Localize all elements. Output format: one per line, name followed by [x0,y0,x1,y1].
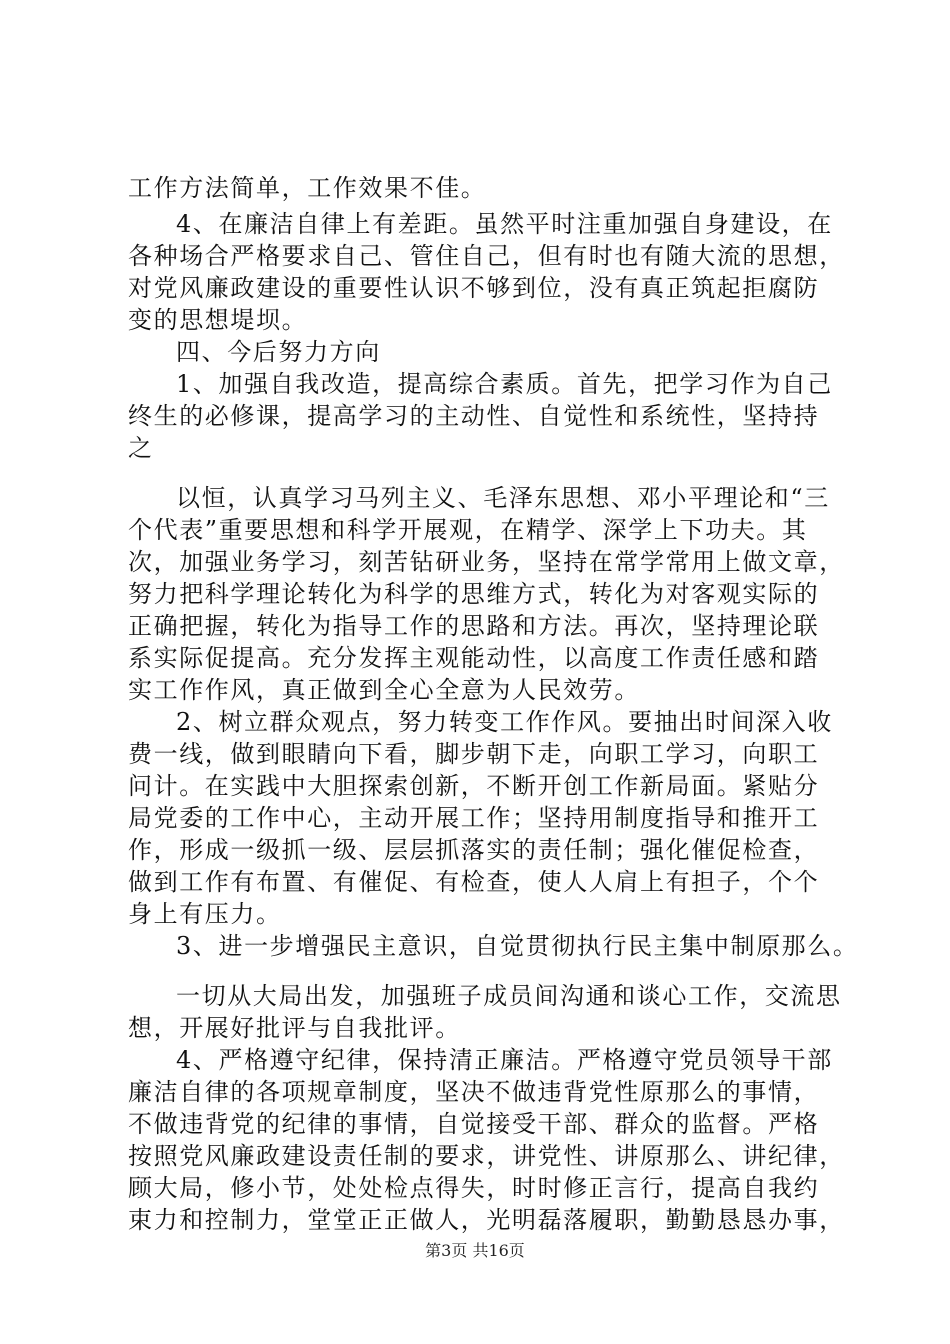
text-line: 束力和控制力，堂堂正正做人，光明磊落履职，勤勤恳恳办事， [128,1206,845,1234]
text-line: 个代表”重要思想和科学开展观，在精学、深学上下功夫。其 [128,516,808,544]
text-line: 费一线，做到眼睛向下看，脚步朝下走，向职工学习，向职工 [128,740,820,768]
text-line: 想，开展好批评与自我批评。 [128,1014,461,1042]
text-line: 工作方法简单，工作效果不佳。 [128,174,487,202]
text-line: 顾大局，修小节，处处检点得失，时时修正言行，提高自我约 [128,1174,820,1202]
text-line: 正确把握，转化为指导工作的思路和方法。再次，坚持理论联 [128,612,820,640]
text-line: 努力把科学理论转化为科学的思维方式，转化为对客观实际的 [128,580,820,608]
text-line: 一切从大局出发，加强班子成员间沟通和谈心工作，交流思 [176,982,842,1010]
text-line: 3、进一步增强民主意识，自觉贯彻执行民主集中制原那么。 [176,932,859,960]
text-line: 作，形成一级抓一级、层层抓落实的责任制；强化催促检查， [128,836,820,864]
text-line: 身上有压力。 [128,900,282,928]
text-line: 按照党风廉政建设责任制的要求，讲党性、讲原那么、讲纪律， [128,1142,845,1170]
text-line: 1、加强自我改造，提高综合素质。首先，把学习作为自己 [176,370,833,398]
text-line: 做到工作有布置、有催促、有检查，使人人肩上有担子，个个 [128,868,820,896]
section-heading: 四、今后努力方向 [176,338,381,366]
text-line: 局党委的工作中心，主动开展工作；坚持用制度指导和推开工 [128,804,820,832]
text-line: 不做违背党的纪律的事情，自觉接受干部、群众的监督。严格 [128,1110,820,1138]
text-line: 对党风廉政建设的重要性认识不够到位，没有真正筑起拒腐防 [128,274,820,302]
text-line: 2、树立群众观点，努力转变工作作风。要抽出时间深入收 [176,708,833,736]
text-line: 终生的必修课，提高学习的主动性、自觉性和系统性，坚持持 [128,402,820,430]
text-line: 各种场合严格要求自己、管住自己，但有时也有随大流的思想， [128,242,845,270]
text-line: 次，加强业务学习，刻苦钻研业务，坚持在常学常用上做文章， [128,548,845,576]
text-line: 系实际促提高。充分发挥主观能动性，以高度工作责任感和踏 [128,644,820,672]
page-footer: 第3页 共16页 [425,1241,525,1260]
text-line: 4、在廉洁自律上有差距。虽然平时注重加强自身建设，在 [176,210,833,238]
text-line: 4、严格遵守纪律，保持清正廉洁。严格遵守党员领导干部 [176,1046,833,1074]
text-line: 廉洁自律的各项规章制度，坚决不做违背党性原那么的事情， [128,1078,820,1106]
text-line: 问计。在实践中大胆探索创新，不断开创工作新局面。紧贴分 [128,772,820,800]
text-line: 变的思想堤坝。 [128,306,308,334]
text-line: 之 [128,434,154,462]
text-line: 实工作作风，真正做到全心全意为人民效劳。 [128,676,640,704]
text-line: 以恒，认真学习马列主义、毛泽东思想、邓小平理论和“三 [176,484,830,512]
